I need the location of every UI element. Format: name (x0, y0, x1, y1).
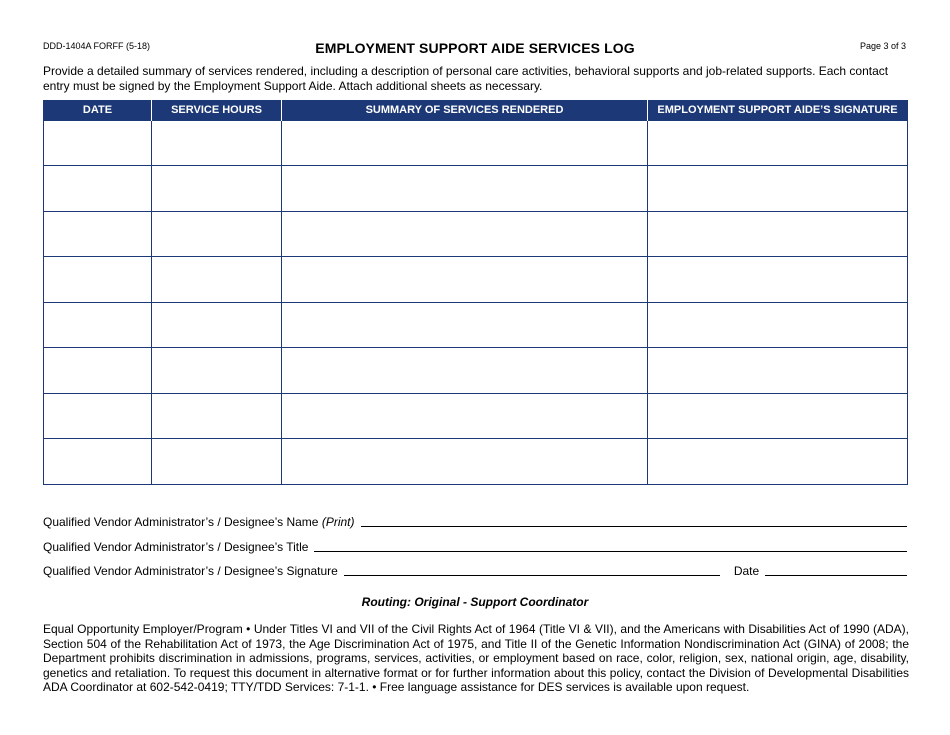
date-label: Date (733, 564, 760, 578)
header-service-hours: SERVICE HOURS (152, 100, 282, 120)
summary-cell[interactable] (282, 166, 648, 212)
signature-label: Qualified Vendor Administrator’s / Designee’s Signature (43, 564, 338, 578)
summary-cell[interactable] (282, 393, 648, 439)
name-line (43, 515, 907, 529)
service-hours-cell[interactable] (152, 211, 282, 257)
table-row (44, 393, 908, 439)
date-cell[interactable] (44, 393, 152, 439)
table-row (44, 120, 908, 166)
header-date: DATE (44, 100, 152, 120)
service-hours-cell[interactable] (152, 166, 282, 212)
header-aide-signature: EMPLOYMENT SUPPORT AIDE’S SIGNATURE (648, 100, 908, 120)
date-cell[interactable] (44, 439, 152, 485)
date-cell[interactable] (44, 348, 152, 394)
service-hours-cell[interactable] (152, 393, 282, 439)
table-row (44, 257, 908, 303)
summary-cell[interactable] (282, 120, 648, 166)
aide-signature-cell[interactable] (648, 302, 908, 348)
name-field[interactable] (361, 526, 908, 527)
aide-signature-cell[interactable] (648, 120, 908, 166)
aide-signature-cell[interactable] (648, 166, 908, 212)
service-hours-cell[interactable] (152, 439, 282, 485)
title-line (43, 540, 907, 554)
aide-signature-cell[interactable] (648, 439, 908, 485)
name-label: Qualified Vendor Administrator’s / Designee’s Name (Print) (43, 515, 355, 529)
signature-field[interactable] (344, 575, 720, 576)
service-hours-cell[interactable] (152, 348, 282, 394)
form-id: DDD-1404A FORFF (5-18) (43, 41, 151, 51)
service-hours-cell[interactable] (152, 257, 282, 303)
date-field[interactable] (765, 575, 907, 576)
service-hours-cell[interactable] (152, 302, 282, 348)
title-field[interactable] (314, 551, 907, 552)
date-cell[interactable] (44, 120, 152, 166)
aide-signature-cell[interactable] (648, 393, 908, 439)
eoe-notice: Equal Opportunity Employer/Program • Under Titles VI and VII of the Civil Rights Act of 1964 (Title VI & VII), and the Americans with Disabilities Act of 1990 (ADA), Section 504 of the Rehabilitation Act of 1973, the Age Discrimination Act of 1975, and Title II of the Genetic Information Nondiscrimination Act (GINA) of 2008; the Department prohibits discrimination in admissions, programs, services, activities, or employment based on race, color, religion, sex, national origin, age, disability, genetics and retaliation. To request this document in alternative format or for further information about this policy, contact the Division of Developmental Disabilities ADA Coordinator at 602-542-0419; TTY/TDD Services: 7-1-1. • Free language assistance for DES services is available upon request. (43, 622, 909, 695)
summary-cell[interactable] (282, 211, 648, 257)
table-row (44, 166, 908, 212)
page-title: EMPLOYMENT SUPPORT AIDE SERVICES LOG (315, 40, 635, 56)
summary-cell[interactable] (282, 302, 648, 348)
services-log-table (43, 100, 908, 485)
date-cell[interactable] (44, 302, 152, 348)
header-summary: SUMMARY OF SERVICES RENDERED (282, 100, 648, 120)
summary-cell[interactable] (282, 348, 648, 394)
title-label: Qualified Vendor Administrator’s / Designee’s Title (43, 540, 309, 554)
signature-line (43, 564, 907, 578)
summary-cell[interactable] (282, 257, 648, 303)
table-row (44, 211, 908, 257)
table-header-row (44, 100, 908, 120)
service-hours-cell[interactable] (152, 120, 282, 166)
aide-signature-cell[interactable] (648, 348, 908, 394)
table-row (44, 439, 908, 485)
routing-note: Routing: Original - Support Coordinator (361, 595, 589, 609)
date-cell[interactable] (44, 257, 152, 303)
aide-signature-cell[interactable] (648, 257, 908, 303)
table-body (44, 120, 908, 484)
aide-signature-cell[interactable] (648, 211, 908, 257)
summary-cell[interactable] (282, 439, 648, 485)
page-number: Page 3 of 3 (859, 41, 906, 51)
instructions: Provide a detailed summary of services rendered, including a description of personal care activities, behavioral supports and job-related supports. Each contact entry must be signed by the Employment Support Aide. Attach additional sheets as necessary. (43, 64, 889, 93)
date-cell[interactable] (44, 211, 152, 257)
table-row (44, 348, 908, 394)
date-cell[interactable] (44, 166, 152, 212)
table-row (44, 302, 908, 348)
